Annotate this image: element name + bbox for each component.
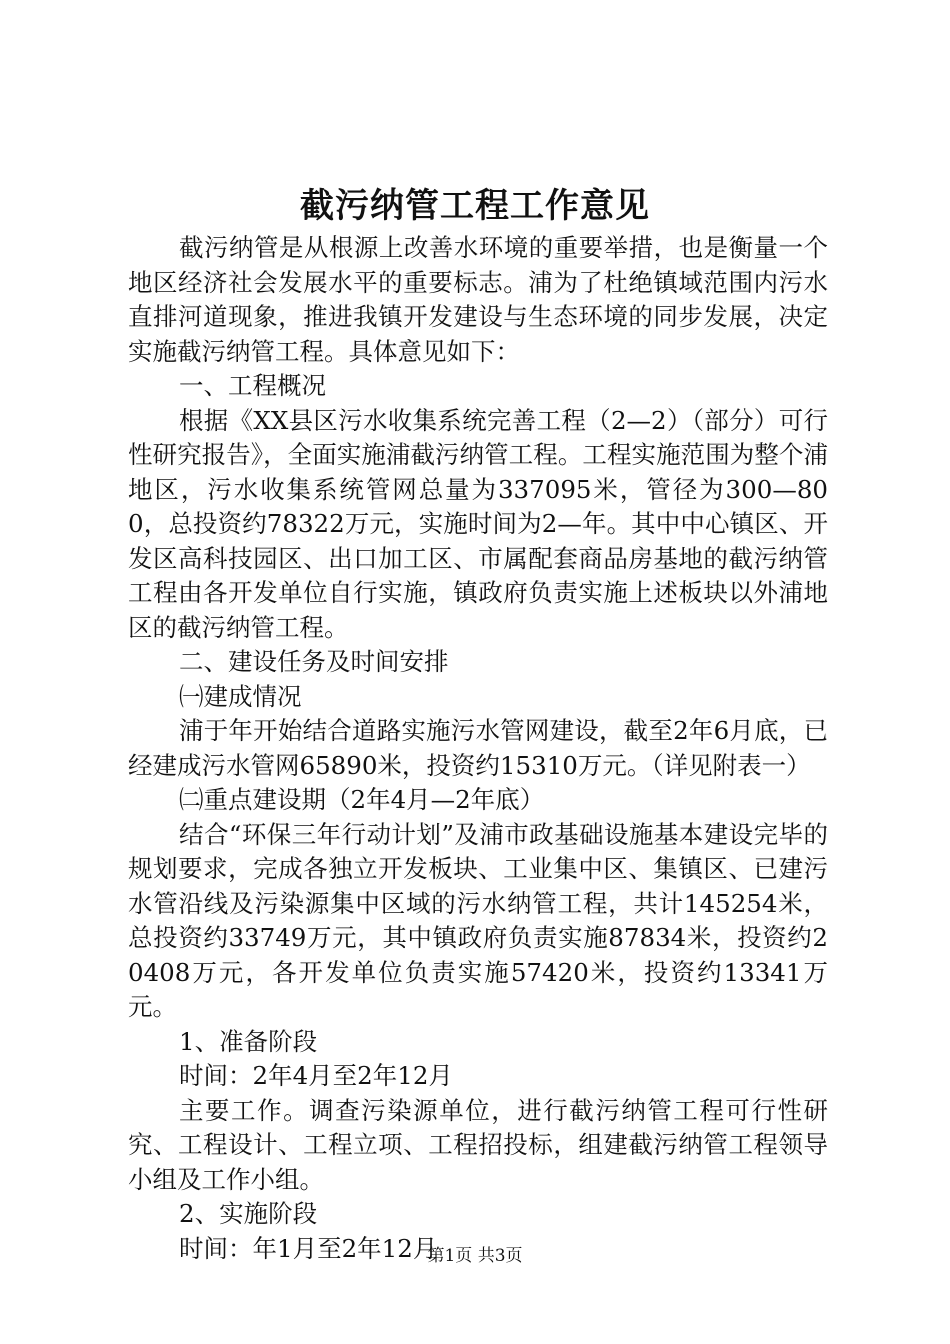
intro-paragraph: 截污纳管是从根源上改善水环境的重要举措，也是衡量一个地区经济社会发展水平的重要标志。浦为了杜绝镇域范围内污水直排河道现象，推进我镇开发建设与生态环境的同步发展，决定实施截污纳管工程。具体意见如下： bbox=[128, 233, 828, 366]
section-heading-tasks: 二、建设任务及时间安排 bbox=[179, 647, 449, 676]
key-period-paragraph: 结合“环保三年行动计划”及浦市政基础设施基本建设完毕的规划要求，完成各独立开发板块、工业集中区、集镇区、已建污水管沿线及污染源集中区域的污水纳管工程，共计145254米，总投资约33749万元，其中镇政府负责实施87834米，投资约20408万元，各开发单位负责实施57420米，投资约13341万元。 bbox=[128, 819, 828, 1021]
document-body bbox=[128, 231, 828, 1266]
stage-heading-preparation: 1、准备阶段 bbox=[179, 1026, 318, 1056]
preparation-time: 时间：2年4月至2年12月 bbox=[179, 1061, 453, 1090]
subsection-heading-key-period: ㈡重点建设期（2年4月—2年底） bbox=[179, 785, 545, 814]
page-footer: 第1页 共3页 bbox=[427, 1246, 523, 1266]
completed-paragraph: 浦于年开始结合道路实施污水管网建设，截至2年6月底，已经建成污水管网65890米，投资约15310万元。（详见附表一） bbox=[128, 716, 828, 780]
section-heading-overview: 一、工程概况 bbox=[179, 371, 326, 400]
preparation-work-paragraph: 主要工作。调查污染源单位，进行截污纳管工程可行性研究、工程设计、工程立项、工程招投标，组建截污纳管工程领导小组及工作小组。 bbox=[128, 1095, 828, 1194]
document-title: 截污纳管工程工作意见 bbox=[300, 186, 650, 226]
stage-heading-implementation: 2、实施阶段 bbox=[179, 1199, 318, 1228]
overview-paragraph: 根据《XX县区污水收集系统完善工程（2—2）（部分）可行性研究报告》，全面实施浦截污纳管工程。工程实施范围为整个浦地区，污水收集系统管网总量为337095米，管径为300—800，总投资约78322万元，实施时间为2—年。其中中心镇区、开发区高科技园区、出口加工区、市属配套商品房基地的截污纳管工程由各开发单位自行实施，镇政府负责实施上述板块以外浦地区的截污纳管工程。 bbox=[128, 405, 828, 642]
subsection-heading-completed: ㈠建成情况 bbox=[179, 681, 302, 711]
implementation-time: 时间：年1月至2年12月 bbox=[179, 1233, 438, 1263]
